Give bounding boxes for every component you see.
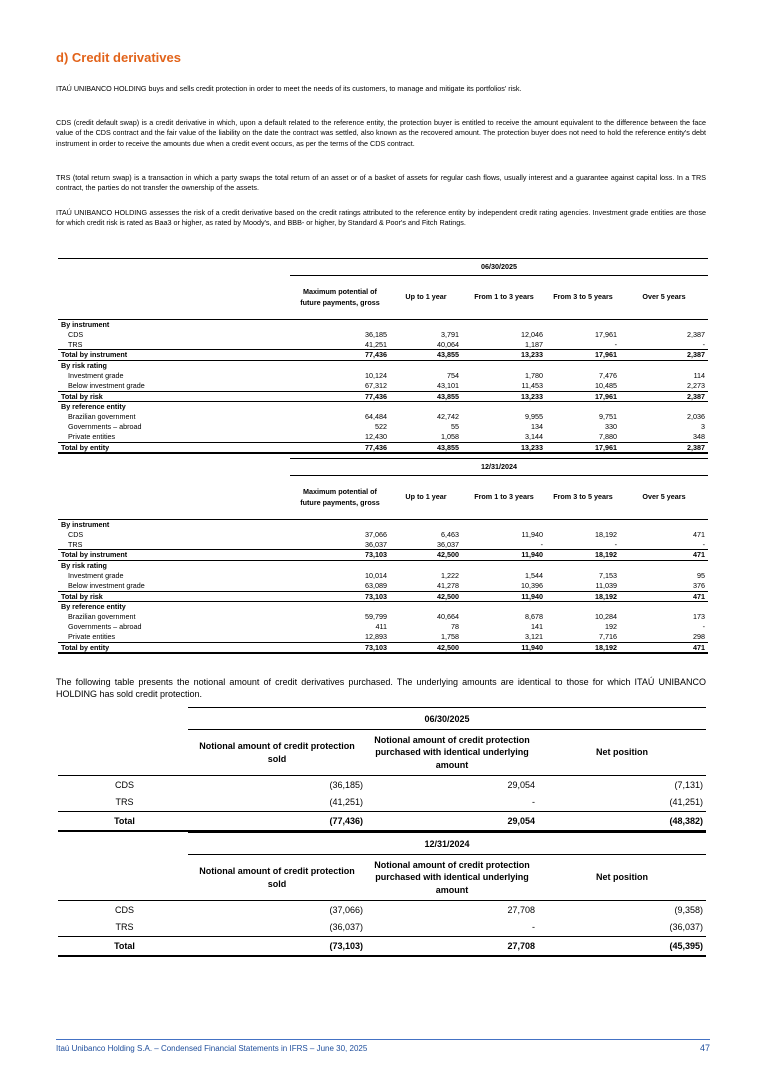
column-header: Up to 1 year: [405, 492, 447, 502]
column-header: Notional amount of credit protection sold: [188, 730, 366, 776]
notional-table-2025: [58, 707, 706, 832]
cell: 10,014: [365, 570, 387, 580]
cell: (36,185): [329, 779, 363, 790]
cell: -: [702, 621, 706, 631]
total-row: [58, 642, 708, 653]
cell: 7,880: [599, 431, 617, 441]
group-label: By instrument: [58, 320, 290, 330]
cell: 18,192: [595, 529, 617, 539]
page-number: 47: [699, 1043, 710, 1053]
column-header: Net position: [538, 730, 706, 776]
cell: 376: [693, 580, 706, 590]
row-label: Below investment grade: [68, 380, 145, 390]
row-label: Total by risk: [58, 591, 290, 602]
cell: -: [702, 539, 706, 549]
column-header: Net position: [538, 855, 706, 901]
cell: 42,500: [390, 550, 462, 561]
cell: 42,500: [390, 591, 462, 602]
table-row: [58, 371, 708, 381]
table-date: 06/30/2025: [290, 259, 708, 276]
row-label: Total by instrument: [58, 350, 290, 361]
cell: 78: [451, 621, 459, 631]
cell: 42,500: [390, 642, 462, 653]
cell: (45,395): [538, 937, 706, 956]
cell: 43,101: [437, 380, 459, 390]
column-header: Over 5 years: [642, 292, 686, 302]
cell: 17,961: [546, 442, 620, 453]
cell: 7,716: [599, 631, 617, 641]
table-row: [58, 540, 708, 550]
group-row: [58, 361, 708, 371]
cell: (41,251): [329, 797, 363, 808]
row-label: Brazilian government: [68, 612, 136, 622]
row-label: Total: [58, 812, 188, 831]
cell: 411: [375, 621, 387, 631]
trs-paragraph: TRS (total return swap) is a transaction in which a party swaps the total return of an asset or of a basket of assets for regular cash flows, usually interest and a guarantee against capital loss. In a TRS contract, the parties do not transfer the ownership of the assets.: [56, 173, 706, 193]
total-row: [58, 350, 708, 361]
cell: 13,233: [462, 391, 546, 402]
table-row: [58, 381, 708, 391]
table-row: [58, 919, 706, 937]
cell: 11,940: [462, 550, 546, 561]
row-label: Total by entity: [58, 442, 290, 453]
table-row: [58, 432, 708, 442]
cell: 13,233: [462, 442, 546, 453]
cell: 17,961: [595, 329, 617, 339]
cell: 9,955: [525, 412, 543, 422]
cell: 2,387: [620, 391, 708, 402]
cell: 471: [620, 550, 708, 561]
group-row: [58, 561, 708, 571]
table-row: [58, 632, 708, 642]
row-label: TRS: [68, 339, 83, 349]
cell: 1,544: [525, 570, 543, 580]
cell: 471: [693, 529, 706, 539]
column-header: Over 5 years: [642, 492, 686, 502]
column-header: From 3 to 5 years: [553, 292, 613, 302]
cell: 77,436: [290, 350, 390, 361]
cell: 522: [375, 421, 387, 431]
cell: 41,278: [437, 580, 459, 590]
cell: -: [540, 539, 543, 549]
cell: 43,855: [390, 391, 462, 402]
cell: 18,192: [546, 591, 620, 602]
notional-paragraph: The following table presents the notional amount of credit derivatives purchased. The underlying amounts are identical to those for which ITAÚ UNIBANCO HOLDING has sold credit protection.: [56, 677, 706, 700]
cell: 10,124: [365, 370, 387, 380]
cell: 36,037: [365, 539, 387, 549]
row-label: CDS: [68, 529, 84, 539]
cell: 2,387: [620, 442, 708, 453]
row-label: CDS: [114, 779, 134, 790]
cell: 754: [447, 370, 459, 380]
column-header: Notional amount of credit protection purchased with identical underlying amount: [366, 855, 538, 901]
exposure-table-2024: [58, 458, 708, 654]
table-row: [58, 794, 706, 812]
table-corner: [58, 708, 188, 730]
footer-text: Itaú Unibanco Holding S.A. – Condensed Financial Statements in IFRS – June 30, 2025: [56, 1044, 368, 1053]
group-row: [58, 520, 708, 530]
cell: 10,485: [595, 380, 617, 390]
cell: 8,678: [525, 612, 543, 622]
cell: 73,103: [290, 591, 390, 602]
cell: 12,046: [521, 329, 543, 339]
cell: 59,799: [365, 612, 387, 622]
column-header: Maximum potential of future payments, gross: [300, 487, 380, 507]
row-label: TRS: [115, 797, 134, 808]
cell: 7,153: [599, 570, 617, 580]
row-label: Total: [58, 937, 188, 956]
table-row: [58, 571, 708, 581]
cell: 40,664: [437, 612, 459, 622]
row-label: Investment grade: [68, 570, 124, 580]
exposure-table-2025: [58, 258, 708, 454]
cell: 63,089: [365, 580, 387, 590]
group-label: By instrument: [58, 520, 290, 530]
cell: 11,940: [521, 529, 543, 539]
column-header: [58, 855, 188, 901]
group-label: By risk rating: [58, 361, 290, 371]
cell: 114: [693, 370, 706, 380]
total-row: [58, 391, 708, 402]
total-row: [58, 937, 706, 956]
table-row: [58, 412, 708, 422]
cell: -: [614, 539, 617, 549]
cell: 134: [531, 421, 543, 431]
cell: 27,708: [366, 937, 538, 956]
cell: 64,484: [365, 412, 387, 422]
cell: 192: [605, 621, 617, 631]
cell: 37,066: [365, 529, 387, 539]
row-label: Governments – abroad: [68, 421, 142, 431]
table-row: [58, 776, 706, 794]
footer-divider: [56, 1039, 710, 1040]
cell: 43,855: [390, 350, 462, 361]
cell: 2,036: [687, 412, 706, 422]
cell: 1,780: [525, 370, 543, 380]
row-label: Private entities: [68, 431, 116, 441]
row-label: CDS: [68, 329, 84, 339]
group-label: By risk rating: [58, 561, 290, 571]
cell: 2,273: [687, 380, 706, 390]
column-header: From 1 to 3 years: [474, 292, 534, 302]
row-label: Investment grade: [68, 370, 124, 380]
column-header-row: [58, 730, 706, 776]
cell: 11,940: [462, 591, 546, 602]
cell: (73,103): [188, 937, 366, 956]
cell: 1,222: [441, 570, 459, 580]
cell: 67,312: [365, 380, 387, 390]
column-header: [58, 276, 290, 320]
row-label: Private entities: [68, 631, 116, 641]
table-row: [58, 901, 706, 919]
column-header: From 1 to 3 years: [474, 492, 534, 502]
cell: 2,387: [687, 329, 706, 339]
column-header: [58, 730, 188, 776]
cell: 11,940: [462, 642, 546, 653]
cell: (36,037): [669, 922, 703, 933]
notional-table-2024: [58, 832, 706, 957]
table-corner: [58, 459, 290, 476]
cell: 3: [701, 421, 706, 431]
group-label: By reference entity: [58, 402, 290, 412]
cell: (48,382): [538, 812, 706, 831]
group-label: By reference entity: [58, 602, 290, 612]
cell: 40,064: [437, 339, 459, 349]
table-row: [58, 330, 708, 340]
total-row: [58, 591, 708, 602]
cell: 36,037: [437, 539, 459, 549]
cell: 11,453: [521, 380, 543, 390]
row-label: Brazilian government: [68, 412, 136, 422]
cell: 29,054: [507, 779, 535, 790]
cell: 3,791: [441, 329, 459, 339]
column-header-row: [58, 855, 706, 901]
cell: -: [614, 339, 617, 349]
cell: 6,463: [441, 529, 459, 539]
row-label: Total by instrument: [58, 550, 290, 561]
row-label: CDS: [114, 904, 134, 915]
cell: 95: [697, 570, 706, 580]
column-header: Up to 1 year: [405, 292, 447, 302]
cell: (7,131): [674, 779, 703, 790]
cell: 330: [605, 421, 617, 431]
table-row: [58, 612, 708, 622]
column-header: Notional amount of credit protection sold: [188, 855, 366, 901]
cell: 36,185: [365, 329, 387, 339]
row-label: Total by entity: [58, 642, 290, 653]
row-label: Total by risk: [58, 391, 290, 402]
column-header-row: [58, 476, 708, 520]
cell: 10,396: [521, 580, 543, 590]
cell: 43,855: [390, 442, 462, 453]
cell: (37,066): [329, 904, 363, 915]
table-row: [58, 422, 708, 432]
cell: 1,058: [441, 431, 459, 441]
table-row: [58, 581, 708, 591]
cell: 348: [693, 431, 706, 441]
column-header: From 3 to 5 years: [553, 492, 613, 502]
cell: 17,961: [546, 350, 620, 361]
cell: (36,037): [329, 922, 363, 933]
row-label: Below investment grade: [68, 580, 145, 590]
table-row: [58, 530, 708, 540]
cell: 17,961: [546, 391, 620, 402]
table-date: 12/31/2024: [290, 459, 708, 476]
cell: (9,358): [674, 904, 703, 915]
cell: 18,192: [546, 550, 620, 561]
table-row: [58, 622, 708, 632]
table-date: 12/31/2024: [188, 833, 706, 855]
cell: 7,476: [599, 370, 617, 380]
table-date: 06/30/2025: [188, 708, 706, 730]
cell: 12,893: [365, 631, 387, 641]
cell: 55: [451, 421, 459, 431]
group-row: [58, 602, 708, 612]
cell: -: [532, 797, 535, 808]
cell: 1,187: [525, 339, 543, 349]
cell: 3,144: [525, 431, 543, 441]
column-header: [58, 476, 290, 520]
cell: 471: [620, 591, 708, 602]
cell: 27,708: [507, 904, 535, 915]
cell: 298: [693, 631, 706, 641]
cell: -: [702, 339, 706, 349]
cell: 41,251: [365, 339, 387, 349]
row-label: TRS: [68, 539, 83, 549]
cell: 42,742: [437, 412, 459, 422]
intro-paragraph: ITAÚ UNIBANCO HOLDING buys and sells credit protection in order to meet the needs of its customers, to manage and mitigate its portfolios' risk.: [56, 84, 522, 93]
group-row: [58, 402, 708, 412]
cell: 9,751: [599, 412, 617, 422]
cds-paragraph: CDS (credit default swap) is a credit derivative in which, upon a default related to the reference entity, the protection buyer is entitled to receive the amount equivalent to the difference between the face value of the CDS contract and the fair value of the liability on the date the contract was settled, also known as the recovered amount. The protection buyer does not need to hold the reference entity's debt instrument in order to receive the amounts due when a credit event occurs, as per the terms of the CDS contract.: [56, 118, 706, 148]
cell: 29,054: [366, 812, 538, 831]
row-label: TRS: [115, 922, 134, 933]
table-corner: [58, 833, 188, 855]
cell: 10,284: [595, 612, 617, 622]
cell: 73,103: [290, 550, 390, 561]
row-label: Governments – abroad: [68, 621, 142, 631]
cell: 141: [531, 621, 543, 631]
cell: 173: [693, 612, 706, 622]
total-row: [58, 550, 708, 561]
section-title: d) Credit derivatives: [56, 50, 181, 65]
cell: (77,436): [188, 812, 366, 831]
cell: 73,103: [290, 642, 390, 653]
cell: 13,233: [462, 350, 546, 361]
column-header: Maximum potential of future payments, gross: [300, 287, 380, 307]
cell: 3,121: [525, 631, 543, 641]
total-row: [58, 442, 708, 453]
cell: 2,387: [620, 350, 708, 361]
cell: 77,436: [290, 391, 390, 402]
table-row: [58, 340, 708, 350]
cell: 12,430: [365, 431, 387, 441]
column-header: Notional amount of credit protection purchased with identical underlying amount: [366, 730, 538, 776]
cell: 1,758: [441, 631, 459, 641]
cell: 11,039: [595, 580, 617, 590]
cell: (41,251): [669, 797, 703, 808]
cell: 471: [620, 642, 708, 653]
table-corner: [58, 259, 290, 276]
group-row: [58, 320, 708, 330]
rating-paragraph: ITAÚ UNIBANCO HOLDING assesses the risk of a credit derivative based on the credit ratings attributed to the reference entity by independent credit rating agencies. Investment grade entities are those for which credit risk is rated as Baa3 or higher, as rated by Moody's, and BBB- or higher, by Standard & Poor's and Fitch Ratings.: [56, 208, 706, 228]
column-header-row: [58, 276, 708, 320]
cell: 77,436: [290, 442, 390, 453]
total-row: [58, 812, 706, 831]
cell: -: [532, 922, 535, 933]
cell: 18,192: [546, 642, 620, 653]
